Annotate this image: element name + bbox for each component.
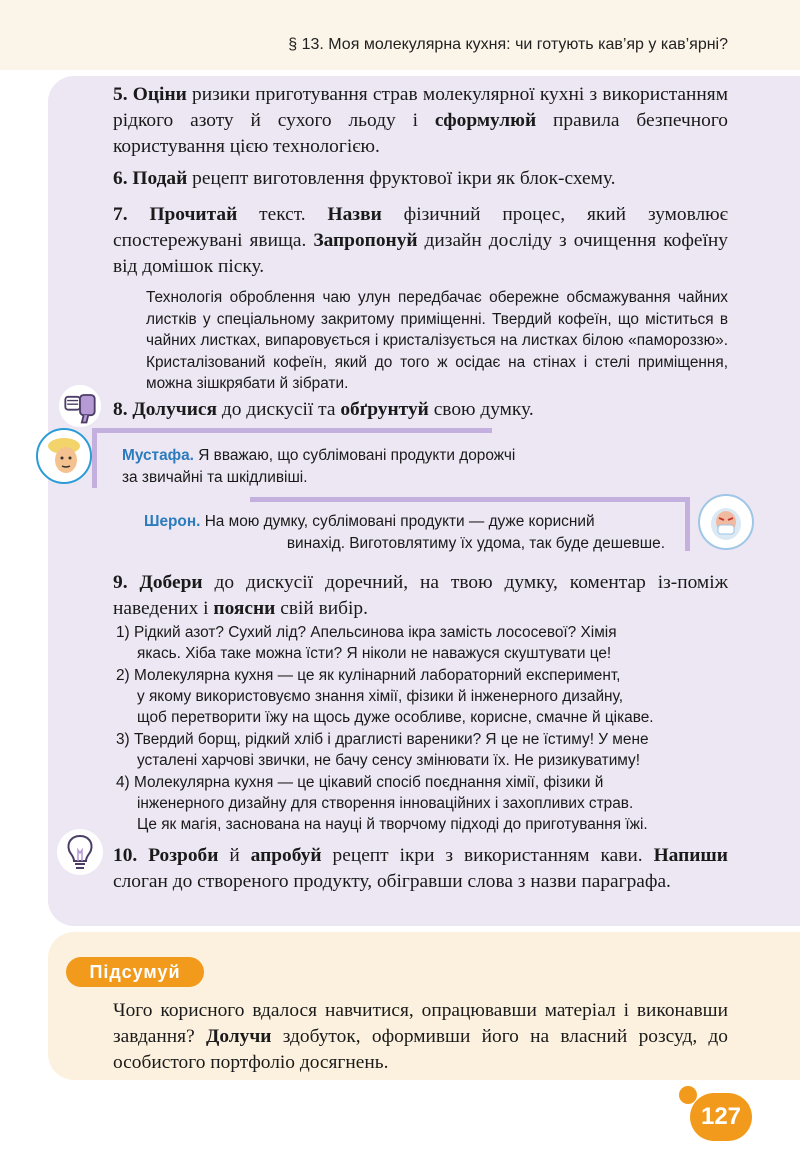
task-verb: Напиши bbox=[653, 845, 728, 866]
task-10 bbox=[113, 843, 728, 895]
option-2-line-1: 2) Молекулярна кухня — це як кулінарний лабораторний експеримент, bbox=[116, 667, 621, 684]
option-4-line-1: 4) Молекулярна кухня — це цікавий спосіб поєднання хімії, фізики й bbox=[116, 774, 604, 791]
task-text: слоган до створеного продукту, обігравши слова з назви параграфа. bbox=[113, 871, 671, 892]
task-verb: Добери bbox=[139, 572, 203, 593]
mustafa-avatar bbox=[36, 428, 92, 484]
task-text: до дискусії та bbox=[221, 399, 336, 420]
task-verb: Оціни bbox=[132, 84, 187, 105]
summary-text bbox=[113, 998, 728, 1076]
speaker-text: На мою думку, сублімовані продукти — дуже корисний bbox=[204, 513, 595, 530]
summary-instruction: здобуток, оформивши його на власний розсуд, до особистого портфоліо досягнень. bbox=[113, 1026, 728, 1073]
option-1-line-2: якась. Хіба таке можна їсти? Я ніколи не наважуся скуштувати це! bbox=[137, 645, 612, 662]
speaker-name: Мустафа. bbox=[122, 447, 194, 464]
sharon-avatar bbox=[698, 494, 754, 550]
task-verb: Розроби bbox=[148, 845, 219, 866]
task-number: 5. bbox=[113, 84, 128, 105]
running-header: § 13. Моя молекулярна кухня: чи готують кав’яр у кав’ярні? bbox=[288, 36, 728, 53]
task-text: фізичний процес, який зумовлює спостережувані явища. bbox=[113, 204, 728, 251]
task-text: рецепт виготовлення фруктової ікри як блок-схему. bbox=[192, 168, 616, 189]
task-verb: обґрунтуй bbox=[340, 399, 429, 420]
task-text: рецепт ікри з використанням кави. bbox=[332, 845, 643, 866]
option-4-line-3: Це як магія, заснована на науці й творчому підході до приготування їжі. bbox=[137, 816, 648, 833]
task-text: дизайн досліду з очищення кофеїну від домішок піску. bbox=[113, 230, 728, 277]
task-text: текст. bbox=[259, 204, 306, 225]
task-text: й bbox=[229, 845, 240, 866]
task-verb: поясни bbox=[213, 598, 276, 619]
task-8 bbox=[113, 397, 728, 423]
task-6 bbox=[113, 166, 728, 192]
task-text: ризики приготування страв молекулярної кухні з використанням рідкого азоту й сухого льоду і bbox=[113, 84, 728, 131]
summary-badge: Підсумуй bbox=[66, 957, 204, 987]
task-verb: Запропонуй bbox=[313, 230, 418, 251]
task-verb: Долучися bbox=[132, 399, 217, 420]
task-number: 9. bbox=[113, 572, 128, 593]
sharon-line-1 bbox=[144, 511, 595, 533]
page-number: 127 bbox=[700, 1103, 742, 1130]
mustafa-line-2: за звичайні та шкідливіші. bbox=[122, 469, 308, 486]
option-2-line-2: у якому використовуємо знання хімії, фізики й інженерного дизайну, bbox=[137, 688, 623, 705]
task-7 bbox=[113, 202, 728, 280]
task-verb: апробуй bbox=[250, 845, 322, 866]
tea-caffeine-text: Технологія оброблення чаю улун передбачає обережне обсмажування чайних листків у спеціальному закритому приміщенні. Твердий кофеїн, що міститься в чайних листках, випаровується і кристалізується на листках білою «памороззю». Кристалізований кофеїн, який до того ж осідає на стінах і стелі приміщення, можна зішкрябати й зібрати. bbox=[146, 289, 728, 393]
task-verb: Подай bbox=[132, 168, 188, 189]
speaker-text: Я вважаю, що сублімовані продукти дорожчі bbox=[198, 447, 516, 464]
task-verb: Назви bbox=[327, 204, 382, 225]
option-1-line-1: 1) Рідкий азот? Сухий лід? Апельсинова ікра замість лососевої? Хімія bbox=[116, 624, 617, 641]
task-verb: сформулюй bbox=[434, 110, 537, 131]
task-number: 7. bbox=[113, 204, 128, 225]
task-number: 6. bbox=[113, 168, 128, 189]
lightbulb-icon bbox=[56, 828, 104, 876]
task-5 bbox=[113, 82, 728, 160]
task-text: до дискусії доречний, на твою думку, коментар із-поміж наведених і bbox=[113, 572, 728, 619]
option-3-line-2: усталені харчові звички, не бачу сенсу змінювати їх. Не ризикуватиму! bbox=[137, 752, 641, 769]
option-4-line-2: інженерного дизайну для створення інноваційних і захопливих страв. bbox=[137, 795, 634, 812]
mustafa-line-1 bbox=[122, 445, 515, 467]
option-3-line-1: 3) Твердий борщ, рідкий хліб і драглисті вареники? Я це не їстиму! У мене bbox=[116, 731, 649, 748]
summary-verb: Долучи bbox=[205, 1026, 272, 1047]
task-text: правила безпечного користування цією технологією. bbox=[113, 110, 728, 157]
header-bar bbox=[0, 0, 800, 70]
task-text: свою думку. bbox=[433, 399, 534, 420]
task-number: 10. bbox=[113, 845, 138, 866]
task-text: свій вибір. bbox=[280, 598, 368, 619]
task-verb: Прочитай bbox=[149, 204, 238, 225]
summary-question: Чого корисного вдалося навчитися, опрацювавши матеріал і виконавши завдання? bbox=[113, 1000, 728, 1047]
thumbs-up-down-icon bbox=[58, 384, 102, 428]
option-2-line-3: щоб перетворити їжу на щось дуже особливе, корисне, смачне й цікаве. bbox=[137, 709, 654, 726]
speaker-name: Шерон. bbox=[144, 513, 201, 530]
task-9 bbox=[113, 570, 728, 622]
task-number: 8. bbox=[113, 399, 128, 420]
sharon-line-2: винахід. Виготовлятиму їх удома, так буде дешевше. bbox=[286, 535, 665, 552]
